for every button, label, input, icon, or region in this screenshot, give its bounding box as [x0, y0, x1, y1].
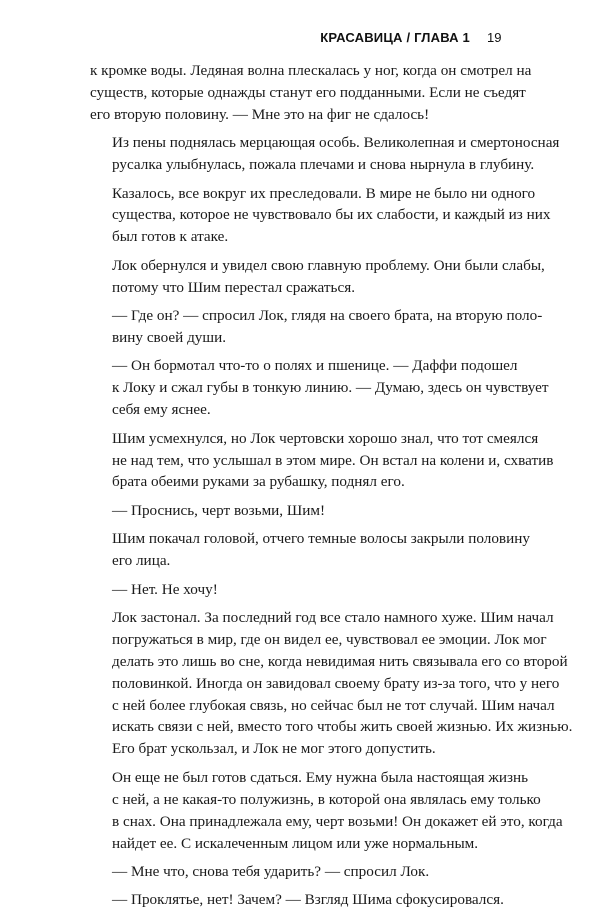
- text-line: — Мне что, снова тебя ударить? — спросил Лок.: [112, 862, 430, 880]
- running-title: КРАСАВИЦА / ГЛАВА 1: [320, 30, 470, 45]
- page-number: 19: [487, 30, 502, 45]
- text-line: существа, которое не чувствовало бы их слабости, и каждый из них: [112, 206, 551, 224]
- paragraph: [90, 579, 510, 601]
- text-line: вину своей души.: [112, 328, 227, 346]
- page-text: [90, 60, 573, 918]
- text-line: Лок застонал. За последний год все стало намного хуже. Шим начал: [112, 608, 554, 626]
- paragraph: [90, 60, 532, 126]
- text-line: Его брат ускользал, и Лок не мог этого допустить.: [112, 740, 436, 758]
- text-line: себя ему яснее.: [112, 401, 211, 419]
- text-line: Шим усмехнулся, но Лок чертовски хорошо знал, что тот смеялся: [112, 429, 539, 447]
- text-line: потому что Шим перестал сражаться.: [112, 278, 355, 296]
- text-line: Из пены поднялась мерцающая особь. Великолепная и смертоносная: [112, 134, 560, 152]
- paragraph: [90, 861, 510, 883]
- running-header: [0, 30, 600, 50]
- text-line: не над тем, что услышал в этом мире. Он встал на колени и, схватив: [112, 451, 554, 469]
- text-line: к кромке воды. Ледяная волна плескалась у ног, когда он смотрел на: [90, 62, 532, 79]
- paragraph: [90, 183, 551, 249]
- text-line: его вторую половину. — Мне это на фиг не сдалось!: [90, 105, 430, 123]
- text-line: погружаться в мир, где он видел ее, чувствовал ее эмоции. Лок мог: [112, 630, 547, 648]
- text-line: с ней более глубокая связь, но сейчас был не тот случай. Шим начал: [112, 696, 555, 714]
- text-line: Лок обернулся и увидел свою главную проблему. Они были слабы,: [112, 256, 545, 274]
- text-line: в снах. Она принадлежала ему, черт возьми! Он докажет ей это, когда: [112, 812, 563, 830]
- text-line: с ней, а не какая-то полужизнь, в которой она являлась ему только: [112, 790, 541, 808]
- text-line: — Нет. Не хочу!: [112, 580, 218, 598]
- text-line: Он еще не был готов сдаться. Ему нужна была настоящая жизнь: [112, 768, 529, 786]
- paragraph: [90, 255, 545, 299]
- paragraph: [90, 500, 510, 522]
- text-line: его лица.: [112, 552, 171, 570]
- text-line: Казалось, все вокруг их преследовали. В мире не было ни одного: [112, 184, 536, 202]
- text-line: — Проснись, черт возьми, Шим!: [112, 501, 326, 519]
- text-line: — Проклятье, нет! Зачем? — Взгляд Шима сфокусировался.: [112, 891, 504, 909]
- text-line: половинкой. Иногда он завидовал своему брату из-за того, что у него: [112, 674, 560, 692]
- paragraph: [90, 889, 510, 911]
- text-line: к Локу и сжал губы в тонкую линию. — Думаю, здесь он чувствует: [112, 379, 549, 397]
- text-line: брата обеими руками за рубашку, поднял его.: [112, 473, 405, 491]
- text-line: Шим покачал головой, отчего темные волосы закрыли половину: [112, 530, 530, 548]
- paragraph: [90, 132, 560, 176]
- text-line: существ, которые однажды станут его подданными. Если не съедят: [90, 83, 526, 101]
- paragraph: [90, 305, 543, 349]
- text-line: — Он бормотал что-то о полях и пшенице. — Даффи подошел: [112, 357, 518, 375]
- paragraph: [90, 428, 554, 494]
- paragraph: [90, 607, 573, 760]
- paragraph: [90, 528, 530, 572]
- text-line: русалка улыбнулась, пожала плечами и снова нырнула в глубину.: [112, 156, 535, 174]
- paragraph: [90, 767, 563, 855]
- text-line: — Где он? — спросил Лок, глядя на своего брата, на вторую поло-: [112, 307, 543, 325]
- text-line: был готов к атаке.: [112, 228, 229, 246]
- text-line: искать связи с ней, вместо того чтобы жить своей жизнью. Их жизнью.: [112, 718, 573, 736]
- text-line: делать это лишь во сне, когда невидимая нить связывала его со второй: [112, 652, 568, 670]
- paragraph: [90, 355, 549, 421]
- text-line: найдет ее. С искалеченным лицом или уже нормальным.: [112, 834, 479, 852]
